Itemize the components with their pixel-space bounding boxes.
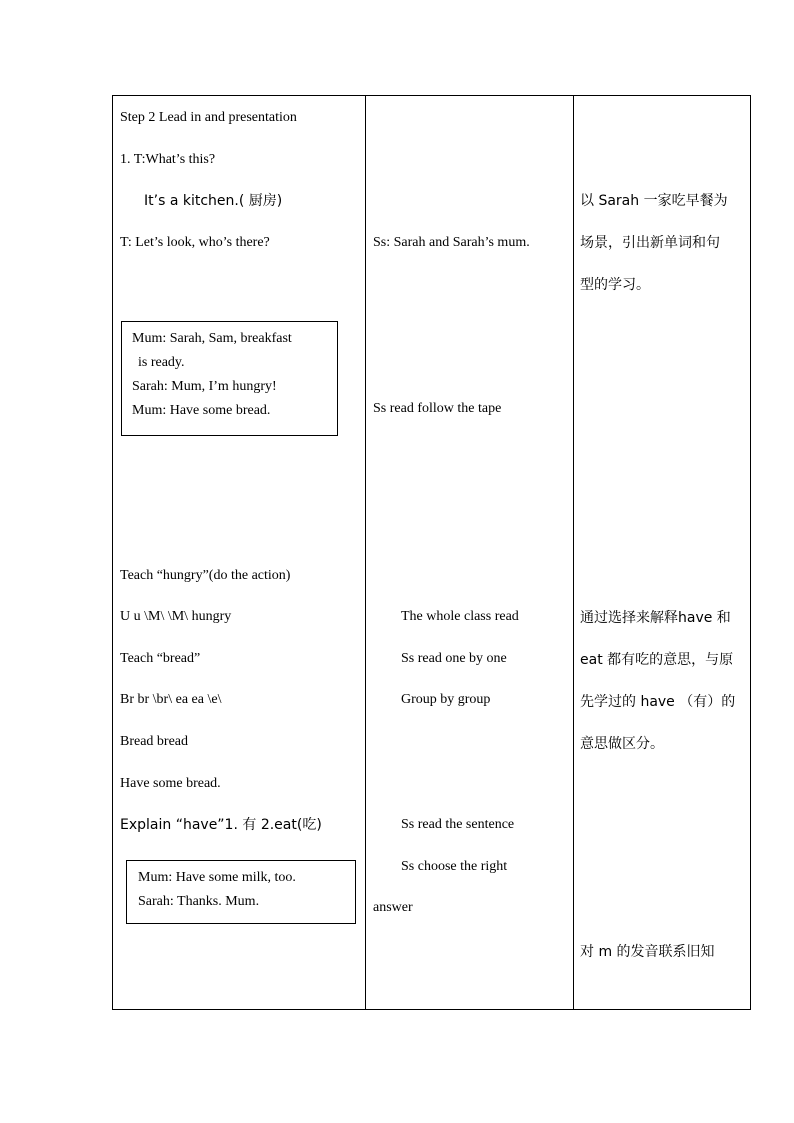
dialogue-line: Mum: Have some bread.	[132, 403, 271, 418]
explain-have: Explain “have”1. 有 2.eat(吃)	[120, 817, 322, 833]
word-bread: Bread bread	[120, 734, 189, 749]
dialogue-box-2	[126, 860, 356, 924]
dialogue-line: Mum: Sarah, Sam, breakfast	[132, 331, 292, 346]
phonics-hungry: U u \M\ \M\ hungry	[120, 609, 232, 624]
purpose-2-line-2: eat 都有吃的意思，与原	[580, 652, 734, 668]
student-response-7: Ss choose the right	[401, 859, 508, 874]
teach-bread: Teach “bread”	[120, 651, 201, 666]
dialogue-line: Mum: Have some milk, too.	[138, 870, 296, 885]
student-response-5: Group by group	[401, 692, 491, 707]
student-response-7-cont: answer	[373, 900, 413, 915]
lesson-plan-table	[112, 95, 751, 1010]
dialogue-line: Sarah: Mum, I’m hungry!	[132, 379, 277, 394]
dialogue-line: is ready.	[138, 355, 185, 370]
question-1: 1. T:What’s this?	[120, 152, 216, 167]
question-2: T: Let’s look, who’s there?	[120, 235, 270, 250]
phonics-bread: Br br \br\ ea ea \e\	[120, 692, 222, 707]
dialogue-line: Sarah: Thanks. Mum.	[138, 894, 260, 909]
step-heading: Step 2 Lead in and presentation	[120, 110, 297, 125]
student-response-4: Ss read one by one	[401, 651, 507, 666]
purpose-1-line-2: 场景，引出新单词和句	[580, 235, 720, 251]
student-response-3: The whole class read	[401, 609, 519, 624]
purpose-1-line-3: 型的学习。	[580, 277, 650, 293]
column-divider-2	[573, 96, 574, 1009]
purpose-2-line-1: 通过选择来解释have 和	[580, 610, 731, 626]
sentence-have-bread: Have some bread.	[120, 776, 221, 791]
student-response-2: Ss read follow the tape	[373, 401, 502, 416]
purpose-3: 对 m 的发音联系旧知	[580, 944, 715, 960]
column-divider-1	[365, 96, 366, 1009]
student-response-1: Ss: Sarah and Sarah’s mum.	[373, 235, 530, 250]
student-response-6: Ss read the sentence	[401, 817, 515, 832]
purpose-2-line-4: 意思做区分。	[580, 736, 664, 752]
purpose-2-line-3: 先学过的 have （有）的	[580, 694, 736, 710]
dialogue-box-1	[121, 321, 338, 436]
teach-hungry: Teach “hungry”(do the action)	[120, 568, 291, 583]
answer-1: It’s a kitchen.( 厨房)	[144, 193, 283, 209]
purpose-1-line-1: 以 Sarah 一家吃早餐为	[580, 193, 728, 209]
